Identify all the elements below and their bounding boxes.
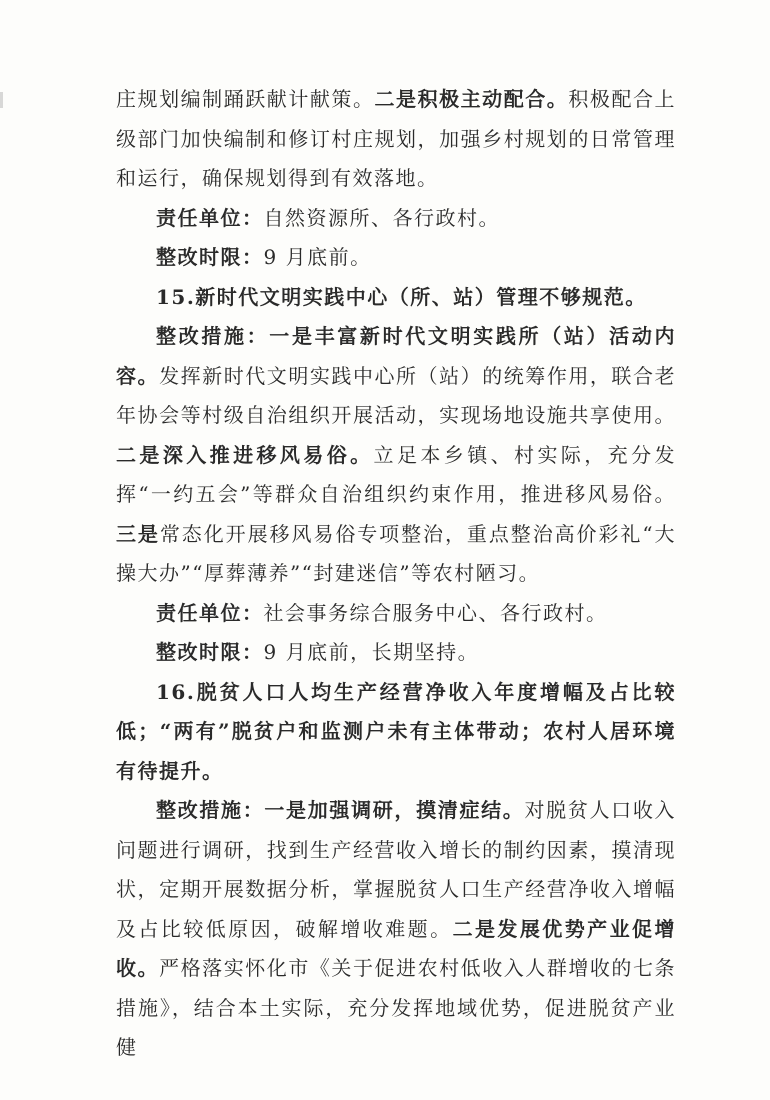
deadline-15: 整改时限：9 月底前，长期坚持。 xyxy=(156,640,480,664)
responsible-unit-15: 责任单位：社会事务综合服务中心、各行政村。 xyxy=(156,600,608,625)
measures-15: 整改措施：一是丰富新时代文明实践所（站）活动内容。发挥新时代文明实践中心所（站）的统筹作用，联合老年协会等村级自治组织开展活动，实现场地设施共享使用。二是深入推进移风易俗。立足本乡镇、村实际，充分发挥“一约五会”等群众自治组织约束作用，推进移风易俗。三是常态化开展移风易俗专项整治，重点整治高价彩礼“大操大办”“厚葬薄养”“封建迷信”等农村陋习。 xyxy=(116,324,677,585)
document-page xyxy=(116,80,676,1068)
issue-heading-16: 16.脱贫人口人均生产经营净收入年度增幅及占比较低；“两有”脱贫户和监测户未有主体带动；农村人居环境有待提升。 xyxy=(116,679,676,783)
responsible-unit-14: 责任单位：自然资源所、各行政村。 xyxy=(156,205,500,230)
paragraph-village-planning: 庄规划编制踊跃献计献策。二是积极主动配合。积极配合上级部门加快编制和修订村庄规划，加强乡村规划的日常管理和运行，确保规划得到有效落地。 xyxy=(116,87,677,190)
scan-edge-mark xyxy=(0,92,3,108)
deadline-14: 整改时限：9 月底前。 xyxy=(156,245,372,269)
measures-16: 整改措施：一是加强调研，摸清症结。对脱贫人口收入问题进行调研，找到生产经营收入增长的制约因素，摸清现状，定期开展数据分析，掌握脱贫人口生产经营净收入增幅及占比较低原因，破解增收难题。二是发展优势产业促增收。严格落实怀化市《关于促进农村低收入人群增收的七条措施》，结合本土实际，充分发挥地域优势，促进脱贫产业健 xyxy=(116,798,677,1059)
issue-heading-15: 15.新时代文明实践中心（所、站）管理不够规范。 xyxy=(156,284,647,309)
